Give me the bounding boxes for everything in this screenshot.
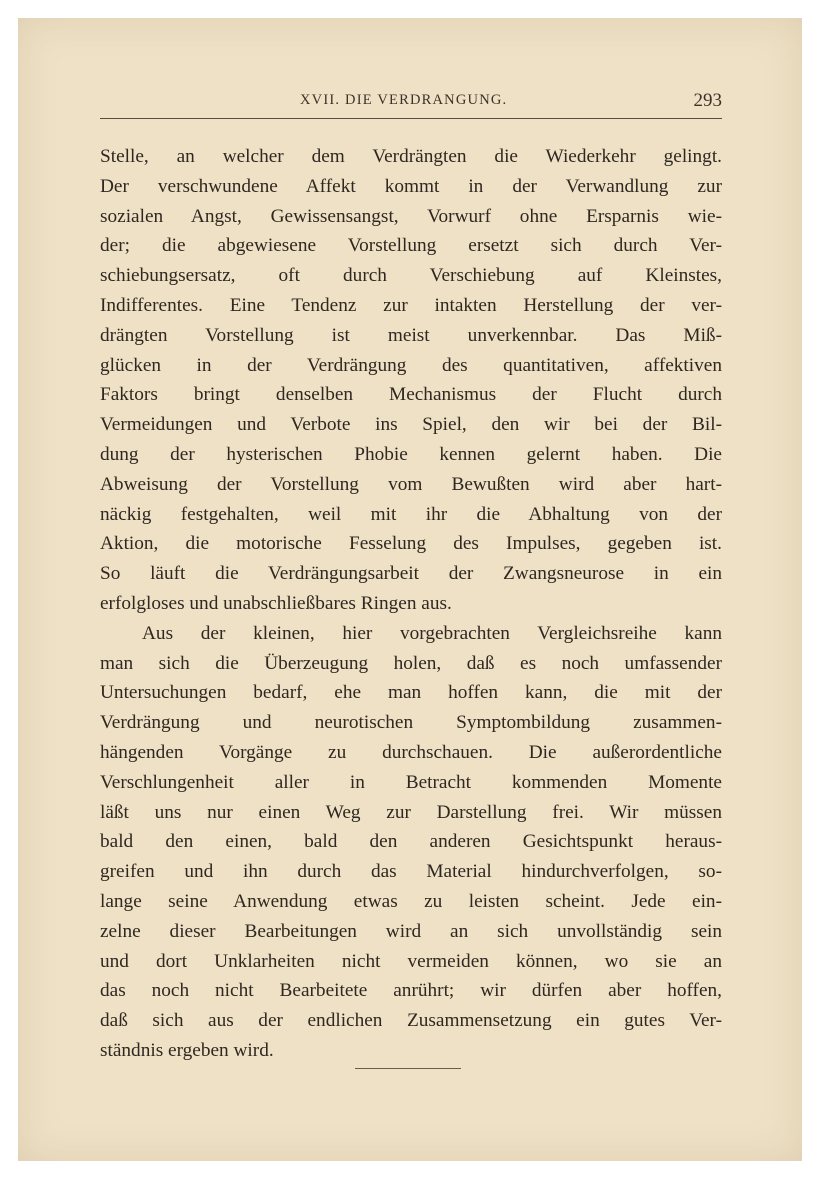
text-line: Indifferentes. Eine Tendenz zur intakten Herstellung der ver- [100, 294, 722, 316]
page-number: 293 [693, 90, 722, 111]
text-line: zelne dieser Bearbeitungen wird an sich unvollständig sein [100, 920, 722, 942]
text-line: hängenden Vorgänge zu durchschauen. Die außerordentliche [100, 741, 722, 763]
text-line: man sich die Überzeugung holen, daß es noch umfassender [100, 652, 722, 674]
text-line: der; die abgewiesene Vorstellung ersetzt sich durch Ver- [100, 235, 722, 257]
text-line: dung der hysterischen Phobie kennen gelernt haben. Die [100, 443, 722, 465]
text-line: schiebungsersatz, oft durch Verschiebung auf Kleinstes, [100, 265, 722, 287]
text-line: Aus der kleinen, hier vorgebrachten Vergleichsreihe kann [142, 622, 722, 644]
text-line: ständnis ergeben wird. [100, 1039, 274, 1061]
running-head [100, 92, 722, 116]
text-line: Untersuchungen bedarf, ehe man hoffen kann, die mit der [100, 682, 722, 704]
text-line: Der verschwundene Affekt kommt in der Verwandlung zur [100, 175, 722, 197]
paragraph-2 [100, 619, 722, 1066]
text-line: drängten Vorstellung ist meist unverkennbar. Das Miß- [100, 324, 722, 346]
text-line: Aktion, die motorische Fesselung des Impulses, gegeben ist. [100, 533, 722, 555]
text-line: Verschlungenheit aller in Betracht kommenden Momente [100, 771, 722, 793]
text-line: daß sich aus der endlichen Zusammensetzung ein gutes Ver- [100, 1010, 722, 1032]
text-line: und dort Unklarheiten nicht vermeiden können, wo sie an [100, 950, 722, 972]
text-line: näckig festgehalten, weil mit ihr die Abhaltung von der [100, 503, 722, 525]
text-line: lange seine Anwendung etwas zu leisten scheint. Jede ein- [100, 890, 722, 912]
text-line: Vermeidungen und Verbote ins Spiel, den wir bei der Bil- [100, 414, 722, 436]
text-line: das noch nicht Bearbeitete anrührt; wir dürfen aber hoffen, [100, 980, 722, 1002]
text-line: Stelle, an welcher dem Verdrängten die Wiederkehr gelingt. [100, 146, 722, 167]
chapter-title: XVII. DIE VERDRANGUNG. [300, 92, 508, 108]
body-text [100, 142, 722, 1066]
closing-rule [355, 1068, 461, 1069]
text-line: glücken in der Verdrängung des quantitativen, affektiven [100, 354, 722, 376]
text-line: Verdrängung und neurotischen Symptombildung zusammen- [100, 712, 722, 734]
text-line: bald den einen, bald den anderen Gesichtspunkt heraus- [100, 831, 722, 853]
text-line: sozialen Angst, Gewissensangst, Vorwurf ohne Ersparnis wie- [100, 205, 722, 227]
paragraph-1 [100, 142, 722, 619]
text-line: So läuft die Verdrängungsarbeit der Zwangsneurose in ein [100, 563, 722, 585]
text-line: läßt uns nur einen Weg zur Darstellung frei. Wir müssen [100, 801, 722, 823]
text-line: Abweisung der Vorstellung vom Bewußten wird aber hart- [100, 473, 722, 495]
header-rule [100, 118, 722, 119]
text-line: Faktors bringt denselben Mechanismus der Flucht durch [100, 384, 722, 406]
text-line: erfolgloses und unabschließbares Ringen aus. [100, 592, 452, 614]
text-line: greifen und ihn durch das Material hindurchverfolgen, so- [100, 861, 722, 883]
